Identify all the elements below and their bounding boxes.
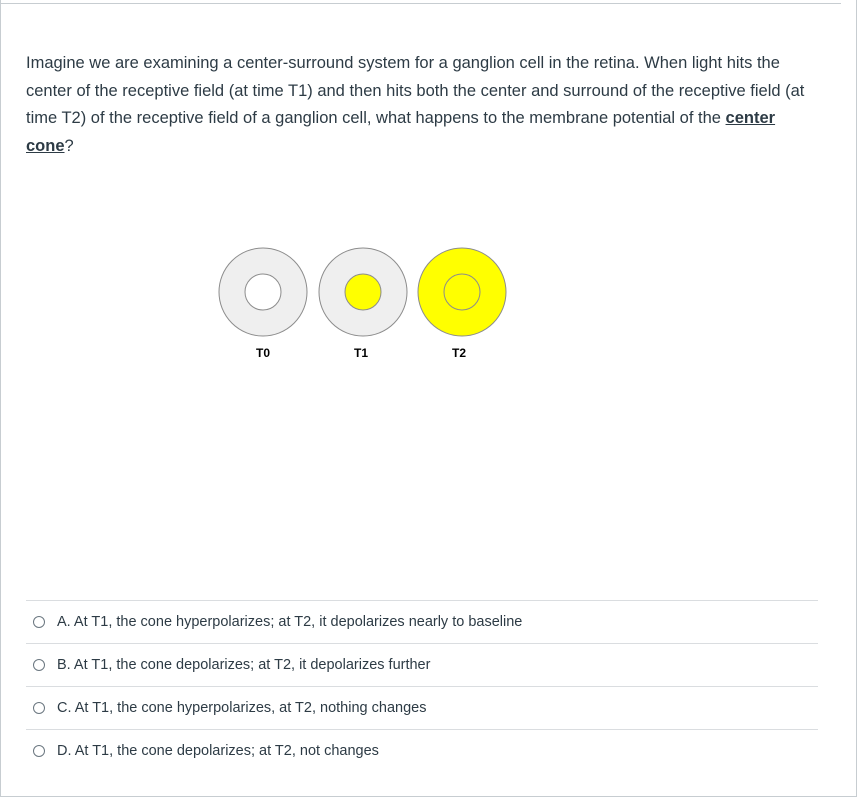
answer-label-c: C. At T1, the cone hyperpolarizes, at T2, nothing changes	[57, 700, 427, 716]
question-emphasis: center cone	[26, 109, 776, 155]
t1-label: T1	[354, 346, 369, 360]
t2-label: T2	[452, 346, 467, 360]
receptive-field-figure	[216, 246, 516, 376]
answer-option-a[interactable]	[26, 600, 818, 643]
t0-center	[245, 274, 281, 310]
answer-option-b[interactable]	[26, 643, 818, 686]
question-text-main: Imagine we are examining a center-surround system for a ganglion cell in the retina. When light hits the center of the receptive field (at time T1) and then hits both the center and surround of the receptive field (at time T2) of the receptive field of a ganglion cell, what happens to the membrane potential of the	[26, 54, 805, 127]
t1-center	[345, 274, 381, 310]
answer-label-d: D. At T1, the cone depolarizes; at T2, not changes	[57, 743, 379, 759]
radio-button-b[interactable]	[33, 659, 45, 671]
top-divider	[1, 3, 841, 4]
answer-label-b: B. At T1, the cone depolarizes; at T2, it depolarizes further	[57, 657, 431, 673]
radio-button-c[interactable]	[33, 702, 45, 714]
radio-button-d[interactable]	[33, 745, 45, 757]
radio-button-a[interactable]	[33, 616, 45, 628]
t2-center	[444, 274, 480, 310]
answer-option-c[interactable]	[26, 686, 818, 729]
t0-label: T0	[256, 346, 271, 360]
answer-label-a: A. At T1, the cone hyperpolarizes; at T2, it depolarizes nearly to baseline	[57, 614, 523, 630]
receptive-field-diagram	[216, 246, 516, 346]
question-text-end: ?	[64, 136, 74, 155]
question-text	[26, 50, 816, 160]
answer-option-d[interactable]	[26, 729, 818, 772]
answer-list	[26, 600, 818, 772]
